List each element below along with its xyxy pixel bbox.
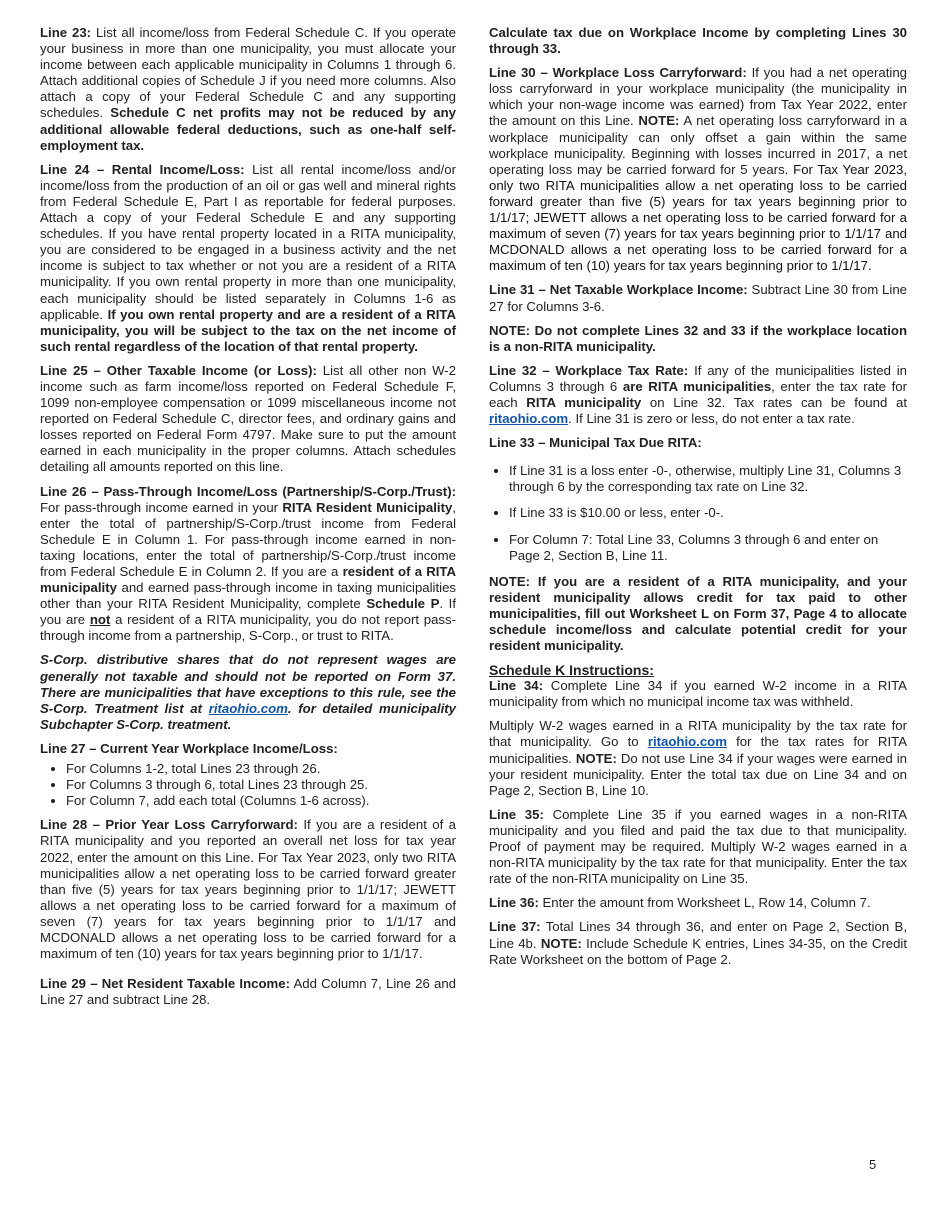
line-26-paragraph <box>40 484 456 645</box>
line-35-text: Complete Line 35 if you earned wages in a non-RITA municipality and you filed and paid the tax due to that municipality. Proof of payment may be required. Multiply W-2 wages earned in a non-RITA municipality by the tax rate for that municipality. Enter the tax rate of the non-RITA municipality on Line 35. <box>489 806 907 887</box>
line-30-label: Line 30 – Workplace Loss Carryforward: <box>489 65 747 81</box>
line-31-paragraph <box>489 282 907 314</box>
line-29-text: Add Column 7, Line 26 and Line 27 and subtract Line 28. <box>40 976 456 1008</box>
line-23-paragraph <box>40 25 456 154</box>
line-30-note-label: NOTE: <box>638 113 680 129</box>
scorp-note-paragraph <box>40 652 456 732</box>
line-26-text-5: a resident of a RITA municipality, you do not report pass-through income from a partnership, S-Corp., or trust to RITA. <box>40 612 456 644</box>
line-32-text-3: on Line 32. Tax rates can be found at <box>641 394 907 410</box>
line-28-paragraph <box>40 817 456 962</box>
list-item: • For Column 7: Total Line 33, Columns 3 through 6 and enter on Page 2, Section B, Line 11. <box>509 532 907 564</box>
line-26-underline-not: not <box>89 612 111 628</box>
line-36-paragraph <box>489 895 907 911</box>
scorp-note-text-2: . for detailed municipality Subchapter S-Corp. treatment. <box>40 700 456 732</box>
line-36-label: Line 36: <box>489 895 539 911</box>
list-item: • If Line 33 is $10.00 or less, enter -0-. <box>509 505 907 521</box>
line-35-paragraph <box>489 807 907 887</box>
line-25-paragraph <box>40 363 456 476</box>
ritaohio-link-scorp[interactable]: ritaohio.com <box>208 700 288 716</box>
line-33-label: Line 33 – Municipal Tax Due RITA: <box>489 435 702 451</box>
list-item: • For Column 7, add each total (Columns 1-6 across). <box>66 793 456 809</box>
line-29-label: Line 29 – Net Resident Taxable Income: <box>40 976 290 992</box>
page-number: 5 <box>869 1157 877 1172</box>
list-item: • For Columns 1-2, total Lines 23 through 26. <box>66 761 456 777</box>
line-29-paragraph <box>40 976 456 1008</box>
line-31-text: Subtract Line 30 from Line 27 for Columns 3-6. <box>489 282 907 314</box>
workplace-intro: Calculate tax due on Workplace Income by completing Lines 30 through 33. <box>489 25 907 57</box>
line-37-label: Line 37: <box>489 919 541 935</box>
line-34-text: Complete Line 34 if you earned W-2 income in a RITA municipality from which no municipal income tax was withheld. <box>489 678 907 710</box>
line-36-text: Enter the amount from Worksheet L, Row 14, Column 7. <box>538 895 871 911</box>
line-27-list <box>40 761 456 809</box>
list-item: • If Line 31 is a loss enter -0-, otherwise, multiply Line 31, Columns 3 through 6 by the corresponding tax rate on Line 32. <box>509 463 907 495</box>
line-24-text: List all rental income/loss and/or income/loss from the production of an oil or gas well and mineral rights from Federal Schedule E, Part I as reportable for federal purposes. Attach a copy of your Federal Schedule E and any supporting schedules. If you have rental property located in a RITA municipality, you are considered to be engaged in a business activity and the net income is subject to tax whether or not you are a resident of a RITA municipality. If you own rental property in more than one municipality, each municipality should be listed separately in Columns 1-6 as applicable. <box>40 161 456 322</box>
line-30-paragraph <box>489 65 907 274</box>
line-34-detail-text-3: Do not use Line 34 if your wages were earned in your resident municipality. Enter the total tax due on Line 34 and on Page 2, Section B, Line 10. <box>489 750 907 798</box>
ritaohio-link-rates[interactable]: ritaohio.com <box>647 734 727 750</box>
line-32-paragraph <box>489 363 907 427</box>
line-32-label: Line 32 – Workplace Tax Rate: <box>489 362 689 378</box>
line-26-bold-2: resident of a RITA municipality <box>40 564 456 596</box>
line-24-label: Line 24 – Rental Income/Loss: <box>40 161 245 177</box>
note-resident-credit: NOTE: If you are a resident of a RITA municipality, and your resident municipality allows credit for tax paid to other municipalities, fill out Worksheet L on Form 37, Page 4 to allocate schedule income/loss and calculate potential credit for your resident municipality. <box>489 573 907 654</box>
line-33-list <box>489 463 907 563</box>
line-24-bold-text: If you own rental property and are a resident of a RITA municipality, you will be subject to the tax on the net income of such rental regardless of the location of that rental property. <box>40 306 456 354</box>
line-34-paragraph <box>489 678 907 710</box>
line-37-text-1: Total Lines 34 through 36, and enter on Page 2, Section B, Line 4b. <box>489 919 907 951</box>
line-32-text-4: . If Line 31 is zero or less, do not enter a tax rate. <box>568 411 855 427</box>
line-37-note-label: NOTE: <box>540 935 582 951</box>
line-32-text-1: If any of the municipalities listed in Columns 3 through 6 <box>489 362 907 394</box>
line-27-label: Line 27 – Current Year Workplace Income/Loss: <box>40 740 338 756</box>
scorp-note-text-1: S-Corp. distributive shares that do not represent wages are generally not taxable and should not be reported on Form 37. There are municipalities that have exceptions to this rule, see the S-Corp. Treatment list at <box>40 652 456 716</box>
line-28-text: If you are a resident of a RITA municipality and you reported an overall net loss for tax year 2022, enter the amount on this Line. For Tax Year 2023, only two RITA municipalities allow a net operating loss to be carried forward greater than five (5) years for tax years beginning prior to 1/1/17; JEWETT allows a net operating loss to be carried forward for a maximum of seven (7) years for tax years beginning prior to 1/1/17 and MCDONALD allows a net operating loss to be carried forward for a maximum of ten (10) years for tax years beginning prior to 1/1/17. <box>40 817 456 962</box>
line-25-text: List all other non W-2 income such as farm income/loss reported on Federal Schedule F, 1099 non-employee compensation or 1099 miscellaneous income not reported on Federal Schedule C, director fees, and ordinary gains and losses reported on Federal Form 4797. Make sure to put the amount earned in each municipality in the proper columns. Attach schedules detailing all amounts reported on this line. <box>40 362 457 475</box>
right-column <box>489 25 907 976</box>
line-31-label: Line 31 – Net Taxable Workplace Income: <box>489 282 748 298</box>
line-23-text: List all income/loss from Federal Schedule C. If you operate your business in more than one municipality, you must allocate your income between each applicable municipality in Columns 1 through 6. Attach additional copies of Schedule J if you need more columns. Also attach a copy of your Federal Schedule C and any supporting schedules. <box>40 25 456 121</box>
line-23-label: Line 23: <box>40 25 92 40</box>
line-28-label: Line 28 – Prior Year Loss Carryforward: <box>40 817 298 833</box>
line-32-bold-2: RITA municipality <box>526 394 642 410</box>
line-34-detail-paragraph <box>489 718 907 798</box>
line-33-paragraph <box>489 435 907 451</box>
line-34-note-label: NOTE: <box>575 750 617 766</box>
line-25-label: Line 25 – Other Taxable Income (or Loss): <box>40 362 317 378</box>
line-34-detail-text-2: for the tax rates for RITA municipalities. <box>489 734 907 766</box>
line-23-bold-text: Schedule C net profits may not be reduced by any additional allowable federal deductions, such as one-half self-employment tax. <box>40 105 456 153</box>
line-37-text-2: Include Schedule K entries, Lines 34-35, on the Credit Rate Worksheet on the bottom of Page 2. <box>489 935 907 967</box>
line-26-bold-1: RITA Resident Municipality <box>282 499 453 515</box>
line-32-bold-1: are RITA municipalities <box>622 378 772 394</box>
line-35-label: Line 35: <box>489 806 544 822</box>
list-item: • For Columns 3 through 6, total Lines 23 through 25. <box>66 777 456 793</box>
note-lines-32-33: NOTE: Do not complete Lines 32 and 33 if the workplace location is a non-RITA municipality. <box>489 322 907 354</box>
line-24-paragraph <box>40 162 456 355</box>
line-32-text-2: , enter the tax rate for each <box>489 378 907 410</box>
line-26-label: Line 26 – Pass-Through Income/Loss (Partnership/S-Corp./Trust): <box>40 483 456 499</box>
line-26-text-2: , enter the total of partnership/S-Corp./trust income from Federal Schedule E in Column 1. For pass-through income earned in non-taxing locations, enter the total of partnership/S-Corp./trust income from Federal Schedule E in Column 2. If you are a <box>40 499 456 579</box>
schedule-k-heading: Schedule K Instructions: <box>489 662 654 679</box>
line-26-text-3: and earned pass-through income in taxing municipalities other than your RITA Resident Municipality, complete <box>40 580 456 612</box>
line-27-paragraph <box>40 741 456 757</box>
line-37-paragraph <box>489 919 907 967</box>
line-34-label: Line 34: <box>489 678 543 694</box>
left-column <box>40 25 456 1016</box>
line-26-text-4: . If you are <box>40 596 457 628</box>
line-30-text-2: A net operating loss carryforward in a workplace municipality can only offset a gain within the same workplace municipality. Beginning with losses incurred in 2017, a net operating loss may be carried forward for 5 years <box>489 113 907 177</box>
ritaohio-link-tax-rates[interactable]: ritaohio.com <box>489 411 569 427</box>
line-26-bold-3: Schedule P <box>366 596 440 612</box>
line-34-detail-text-1: Multiply W-2 wages earned in a RITA municipality by the tax rate for that municipality. Go to <box>489 718 907 750</box>
line-26-text-1: For pass-through income earned in your <box>40 499 283 515</box>
line-30-text-1: If you had a net operating loss carryforward in your workplace municipality (the municipality in which your non-wage income was earned) from Tax Year 2022, enter the amount on this Line. <box>489 65 907 129</box>
line-30-text-3: . For Tax Year 2023, only two RITA municipalities allow a net operating loss to be carried forward greater than five (5) years for tax years beginning prior to 1/1/17; JEWETT allows a net operating loss to be carried forward for a maximum of seven (7) years for tax years beginning prior to 1/1/17 and MCDONALD allows a net operating loss to be carried forward for a maximum of ten (10) years for tax years beginning prior to 1/1/17. <box>489 161 907 274</box>
